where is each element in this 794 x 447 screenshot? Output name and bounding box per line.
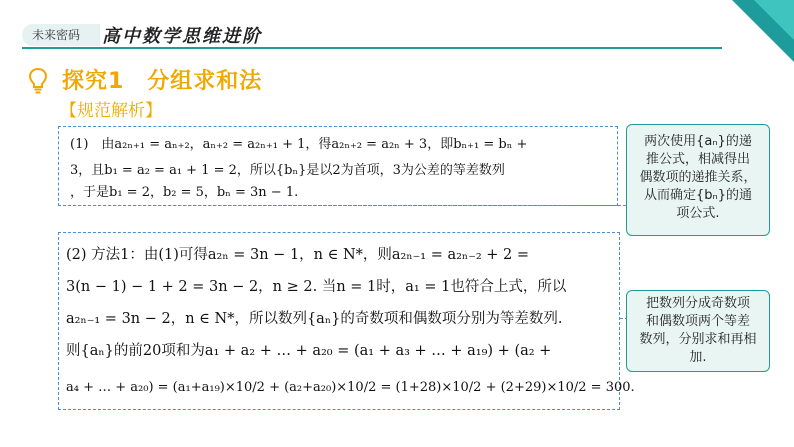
note-grouping	[626, 290, 770, 372]
note-recursion	[626, 124, 770, 236]
section-subtitle: 【规范解析】	[60, 101, 162, 121]
header-divider	[22, 47, 722, 49]
part2-line-2: 3(n − 1) − 1 + 2 = 3n − 2，n ≥ 2. 当n = 1时，a₁ = 1也符合上式，所以	[66, 279, 567, 295]
part1-line-3: ，于是b₁ = 2，b₂ = 5，bₙ = 3n − 1.	[70, 185, 299, 200]
note-line: 两次使用{aₙ}的递	[644, 134, 752, 149]
note-line: 和偶数项两个等差	[645, 314, 750, 329]
part2-line-5: a₄ + … + a₂₀) = (a₁+a₁₉)×10/2 + (a₂+a₂₀)×10/2 = (1+28)×10/2 + (2+29)×10/2 = 300.	[66, 380, 635, 395]
note-line: 偶数项的递推关系，	[639, 170, 757, 185]
brand-label: 未来密码	[22, 24, 100, 46]
note-line: 把数列分成奇数项	[645, 296, 750, 311]
part1-line-2: 3，且b₁ = a₂ = a₁ + 1 = 2，所以{bₙ}是以2为首项，3为公差的等差数列	[70, 163, 505, 178]
brand-title: 高中数学思维进阶	[102, 26, 262, 47]
part2-line-3: a₂ₙ₋₁ = 3n − 2，n ∈ N*，所以数列{aₙ}的奇数项和偶数项分别为等差数列.	[66, 311, 563, 327]
lightbulb-icon	[28, 67, 48, 95]
part1-line-1: (1) 由a₂ₙ₊₁ = aₙ₊₂，aₙ₊₂ = a₂ₙ₊₁ + 1，得a₂ₙ₊₂ = a₂ₙ + 3，即bₙ₊₁ = bₙ +	[70, 137, 528, 152]
note-line: 项公式.	[676, 206, 720, 221]
part2-line-1: (2) 方法1：由(1)可得a₂ₙ = 3n − 1，n ∈ N*，则a₂ₙ₋₁ = a₂ₙ₋₂ + 2 =	[66, 247, 530, 263]
note-line: 数列，分别求和再相	[639, 332, 757, 347]
note-line: 从而确定{bₙ}的通	[644, 188, 752, 203]
note-line: 加.	[689, 350, 707, 365]
note-line: 推公式，相减得出	[645, 152, 750, 167]
corner-decoration-inner	[754, 0, 794, 40]
section-title: 探究1 分组求和法	[62, 69, 263, 94]
part2-line-4: 则{aₙ}的前20项和为a₁ + a₂ + … + a₂₀ = (a₁ + a₃ + … + a₁₉) + (a₂ +	[66, 343, 552, 359]
